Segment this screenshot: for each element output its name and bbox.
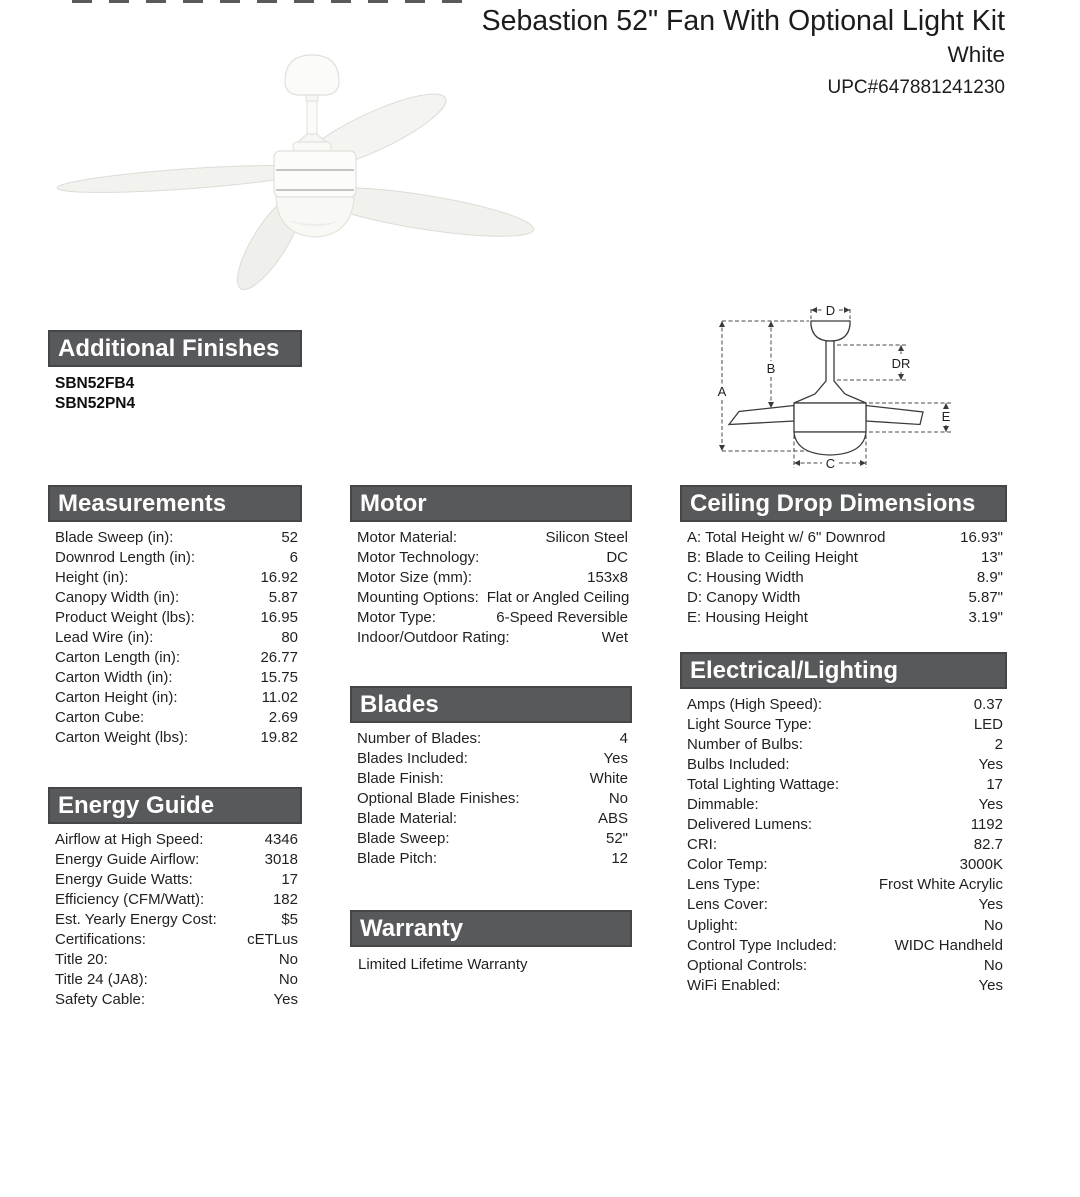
spec-row — [680, 794, 1007, 814]
spec-value: 52" — [605, 830, 628, 848]
spec-row — [48, 950, 302, 970]
spec-label: Est. Yearly Energy Cost: — [55, 910, 217, 928]
spec-value: Frost White Acrylic — [878, 876, 1003, 894]
spec-value: 5.87 — [268, 588, 298, 606]
spec-label: Color Temp: — [687, 856, 768, 874]
spec-value: 6-Speed Reversible — [496, 608, 628, 626]
finish-item: SBN52PN4 — [55, 395, 136, 412]
motor-rows — [350, 527, 632, 648]
spec-row — [48, 708, 302, 728]
spec-row — [48, 627, 302, 647]
dimension-diagram — [695, 288, 1005, 478]
spec-row — [680, 935, 1007, 955]
motor-section — [350, 485, 632, 648]
spec-value: 0.37 — [973, 695, 1003, 713]
spec-value: No — [278, 971, 298, 989]
energy-guide-section — [48, 787, 302, 1010]
spec-row — [680, 714, 1007, 734]
spec-label: Lead Wire (in): — [55, 629, 154, 647]
spec-label: Mounting Options: — [357, 588, 479, 606]
warranty-header — [350, 910, 632, 947]
spec-row — [680, 734, 1007, 754]
spec-label: Light Source Type: — [687, 715, 812, 733]
spec-value: White — [589, 769, 628, 787]
ceiling-drop-section — [680, 485, 1007, 627]
spec-value: WIDC Handheld — [894, 936, 1003, 954]
product-photo — [55, 52, 555, 292]
spec-value: 3018 — [264, 850, 298, 868]
spec-label: Downrod Length (in): — [55, 548, 196, 566]
spec-label: D: Canopy Width — [687, 588, 801, 606]
spec-value: 3.19" — [968, 608, 1003, 626]
spec-value: Silicon Steel — [545, 528, 628, 546]
spec-row — [350, 627, 632, 647]
spec-row — [48, 970, 302, 990]
spec-label: Lens Cover: — [687, 896, 768, 914]
spec-value: No — [983, 956, 1003, 974]
spec-value: 6 — [289, 548, 298, 566]
spec-label: Safety Cable: — [55, 991, 146, 1009]
spec-label: Indoor/Outdoor Rating: — [357, 629, 510, 647]
spec-label: WiFi Enabled: — [687, 976, 781, 994]
spec-label: Number of Blades: — [357, 729, 482, 747]
spec-label: Number of Bulbs: — [687, 735, 803, 753]
spec-value: 2 — [994, 735, 1003, 753]
warranty-section — [350, 910, 632, 973]
spec-row — [350, 587, 632, 607]
dim-label-e: E — [941, 409, 951, 424]
spec-value: 3000K — [959, 856, 1003, 874]
spec-value: LED — [973, 715, 1003, 733]
spec-row — [350, 527, 632, 547]
spec-label: Carton Cube: — [55, 709, 145, 727]
spec-label: Delivered Lumens: — [687, 816, 813, 834]
spec-label: Airflow at High Speed: — [55, 830, 204, 848]
product-title: Sebastion 52" Fan With Optional Light Kit — [481, 5, 1005, 37]
spec-label: Energy Guide Watts: — [55, 870, 193, 888]
dim-label-d: D — [825, 303, 836, 318]
spec-row — [48, 567, 302, 587]
spec-value: 26.77 — [260, 649, 298, 667]
spec-row — [48, 648, 302, 668]
spec-row — [680, 587, 1007, 607]
electrical-section — [680, 652, 1007, 995]
spec-value: 17 — [281, 870, 298, 888]
section-title: Additional Finishes — [58, 335, 280, 362]
spec-row — [48, 607, 302, 627]
spec-value: Yes — [273, 991, 298, 1009]
spec-row — [350, 849, 632, 869]
spec-value: No — [608, 789, 628, 807]
spec-value: 12 — [611, 850, 628, 868]
spec-value: 8.9" — [976, 568, 1003, 586]
spec-value: Yes — [978, 976, 1003, 994]
section-title: Blades — [360, 691, 439, 718]
spec-value: Wet — [601, 629, 628, 647]
spec-label: C: Housing Width — [687, 568, 804, 586]
spec-value: 4 — [619, 729, 628, 747]
spec-label: Blade Pitch: — [357, 850, 438, 868]
cropped-text-fragments — [72, 0, 468, 3]
electrical-header — [680, 652, 1007, 689]
spec-value: 182 — [272, 890, 298, 908]
spec-row — [48, 849, 302, 869]
spec-row — [350, 567, 632, 587]
spec-label: Product Weight (lbs): — [55, 608, 195, 626]
spec-label: Bulbs Included: — [687, 755, 790, 773]
spec-label: Blade Material: — [357, 809, 458, 827]
spec-row — [350, 768, 632, 788]
spec-value: 2.69 — [268, 709, 298, 727]
spec-value: No — [983, 916, 1003, 934]
spec-label: Optional Controls: — [687, 956, 808, 974]
blades-header — [350, 686, 632, 723]
additional-finishes-section — [48, 330, 302, 414]
spec-row — [680, 955, 1007, 975]
spec-label: Title 20: — [55, 951, 108, 969]
spec-value: 13" — [980, 548, 1003, 566]
spec-row — [48, 929, 302, 949]
spec-label: Lens Type: — [687, 876, 761, 894]
ceiling-drop-rows — [680, 527, 1007, 627]
warranty-text: Limited Lifetime Warranty — [358, 956, 528, 973]
spec-row — [680, 875, 1007, 895]
spec-label: Motor Material: — [357, 528, 458, 546]
spec-value: Yes — [978, 896, 1003, 914]
spec-row — [48, 587, 302, 607]
spec-label: Height (in): — [55, 568, 129, 586]
spec-row — [680, 855, 1007, 875]
section-title: Motor — [360, 490, 427, 517]
section-title: Warranty — [360, 915, 464, 942]
spec-label: Carton Length (in): — [55, 649, 181, 667]
spec-row — [350, 788, 632, 808]
spec-value: 11.02 — [261, 689, 298, 707]
spec-label: Efficiency (CFM/Watt): — [55, 890, 205, 908]
spec-value: 80 — [281, 629, 298, 647]
spec-value: Yes — [978, 755, 1003, 773]
title-block — [482, 4, 1005, 99]
spec-label: Dimmable: — [687, 796, 759, 814]
spec-row — [350, 728, 632, 748]
spec-row — [680, 567, 1007, 587]
spec-value: 16.93" — [960, 528, 1003, 546]
ceiling-drop-header — [680, 485, 1007, 522]
additional-finishes-header — [48, 330, 302, 367]
spec-row — [350, 808, 632, 828]
spec-row — [680, 694, 1007, 714]
spec-row — [48, 869, 302, 889]
spec-value: 5.87" — [968, 588, 1003, 606]
spec-label: A: Total Height w/ 6" Downrod — [687, 528, 886, 546]
spec-label: Carton Width (in): — [55, 669, 173, 687]
spec-value: 82.7 — [973, 836, 1003, 854]
section-title: Measurements — [58, 490, 227, 517]
product-upc: UPC#647881241230 — [827, 77, 1005, 98]
finish-list — [48, 374, 302, 414]
spec-row — [350, 828, 632, 848]
spec-label: Total Lighting Wattage: — [687, 775, 840, 793]
spec-label: B: Blade to Ceiling Height — [687, 548, 858, 566]
spec-label: Blade Sweep (in): — [55, 528, 174, 546]
spec-value: No — [278, 951, 298, 969]
spec-row — [350, 547, 632, 567]
spec-label: Optional Blade Finishes: — [357, 789, 520, 807]
finish-item: SBN52FB4 — [55, 375, 135, 392]
energy-guide-rows — [48, 829, 302, 1010]
spec-row — [350, 748, 632, 768]
spec-row — [48, 668, 302, 688]
spec-value: 19.82 — [260, 729, 298, 747]
spec-label: Control Type Included: — [687, 936, 837, 954]
spec-row — [680, 754, 1007, 774]
spec-label: Carton Height (in): — [55, 689, 178, 707]
spec-label: Blade Sweep: — [357, 830, 450, 848]
spec-value: Yes — [603, 749, 628, 767]
fan-outline — [729, 321, 923, 455]
spec-row — [680, 895, 1007, 915]
spec-row — [680, 547, 1007, 567]
electrical-rows — [680, 694, 1007, 995]
measurements-header — [48, 485, 302, 522]
spec-row — [680, 975, 1007, 995]
spec-value: 1192 — [970, 816, 1003, 834]
spec-label: Motor Type: — [357, 608, 436, 626]
spec-label: Motor Size (mm): — [357, 568, 473, 586]
measurements-rows — [48, 527, 302, 748]
spec-label: E: Housing Height — [687, 608, 808, 626]
spec-label: Uplight: — [687, 916, 738, 934]
spec-row — [680, 835, 1007, 855]
spec-label: Energy Guide Airflow: — [55, 850, 200, 868]
blades-rows — [350, 728, 632, 869]
spec-value: 15.75 — [260, 669, 298, 687]
spec-row — [48, 527, 302, 547]
spec-row — [350, 607, 632, 627]
section-title: Electrical/Lighting — [690, 657, 899, 684]
spec-row — [48, 990, 302, 1010]
dim-label-a: A — [717, 384, 727, 399]
spec-label: Canopy Width (in): — [55, 588, 180, 606]
spec-value: $5 — [281, 910, 298, 928]
spec-row — [48, 547, 302, 567]
spec-row — [680, 815, 1007, 835]
measurements-section — [48, 485, 302, 748]
spec-value: Yes — [978, 796, 1003, 814]
spec-row — [48, 909, 302, 929]
spec-value: cETLus — [247, 931, 298, 949]
dim-label-dr: DR — [891, 356, 911, 371]
spec-value: 52 — [281, 528, 298, 546]
spec-value: 16.92 — [260, 568, 298, 586]
motor-header — [350, 485, 632, 522]
spec-label: Blade Finish: — [357, 769, 444, 787]
spec-label: Certifications: — [55, 931, 146, 949]
spec-value: ABS — [597, 809, 628, 827]
spec-row — [48, 829, 302, 849]
spec-label: Amps (High Speed): — [687, 695, 823, 713]
spec-value: DC — [606, 548, 628, 566]
spec-row — [680, 774, 1007, 794]
spec-value: Flat or Angled Ceiling — [486, 588, 630, 606]
spec-value: 17 — [986, 775, 1003, 793]
spec-row — [680, 915, 1007, 935]
section-title: Ceiling Drop Dimensions — [690, 490, 976, 517]
spec-row — [48, 889, 302, 909]
spec-label: Blades Included: — [357, 749, 468, 767]
product-finish: White — [947, 42, 1005, 67]
energy-guide-header — [48, 787, 302, 824]
spec-label: Carton Weight (lbs): — [55, 729, 189, 747]
spec-value: 153x8 — [587, 568, 628, 586]
spec-label: Motor Technology: — [357, 548, 480, 566]
spec-row — [680, 527, 1007, 547]
dim-label-c: C — [825, 456, 836, 471]
spec-row — [48, 728, 302, 748]
spec-label: Title 24 (JA8): — [55, 971, 148, 989]
spec-row — [48, 688, 302, 708]
spec-label: CRI: — [687, 836, 717, 854]
section-title: Energy Guide — [58, 792, 215, 819]
spec-value: 16.95 — [260, 608, 298, 626]
blades-section — [350, 686, 632, 869]
spec-row — [680, 607, 1007, 627]
dim-label-b: B — [766, 361, 776, 376]
spec-value: 4346 — [264, 830, 298, 848]
